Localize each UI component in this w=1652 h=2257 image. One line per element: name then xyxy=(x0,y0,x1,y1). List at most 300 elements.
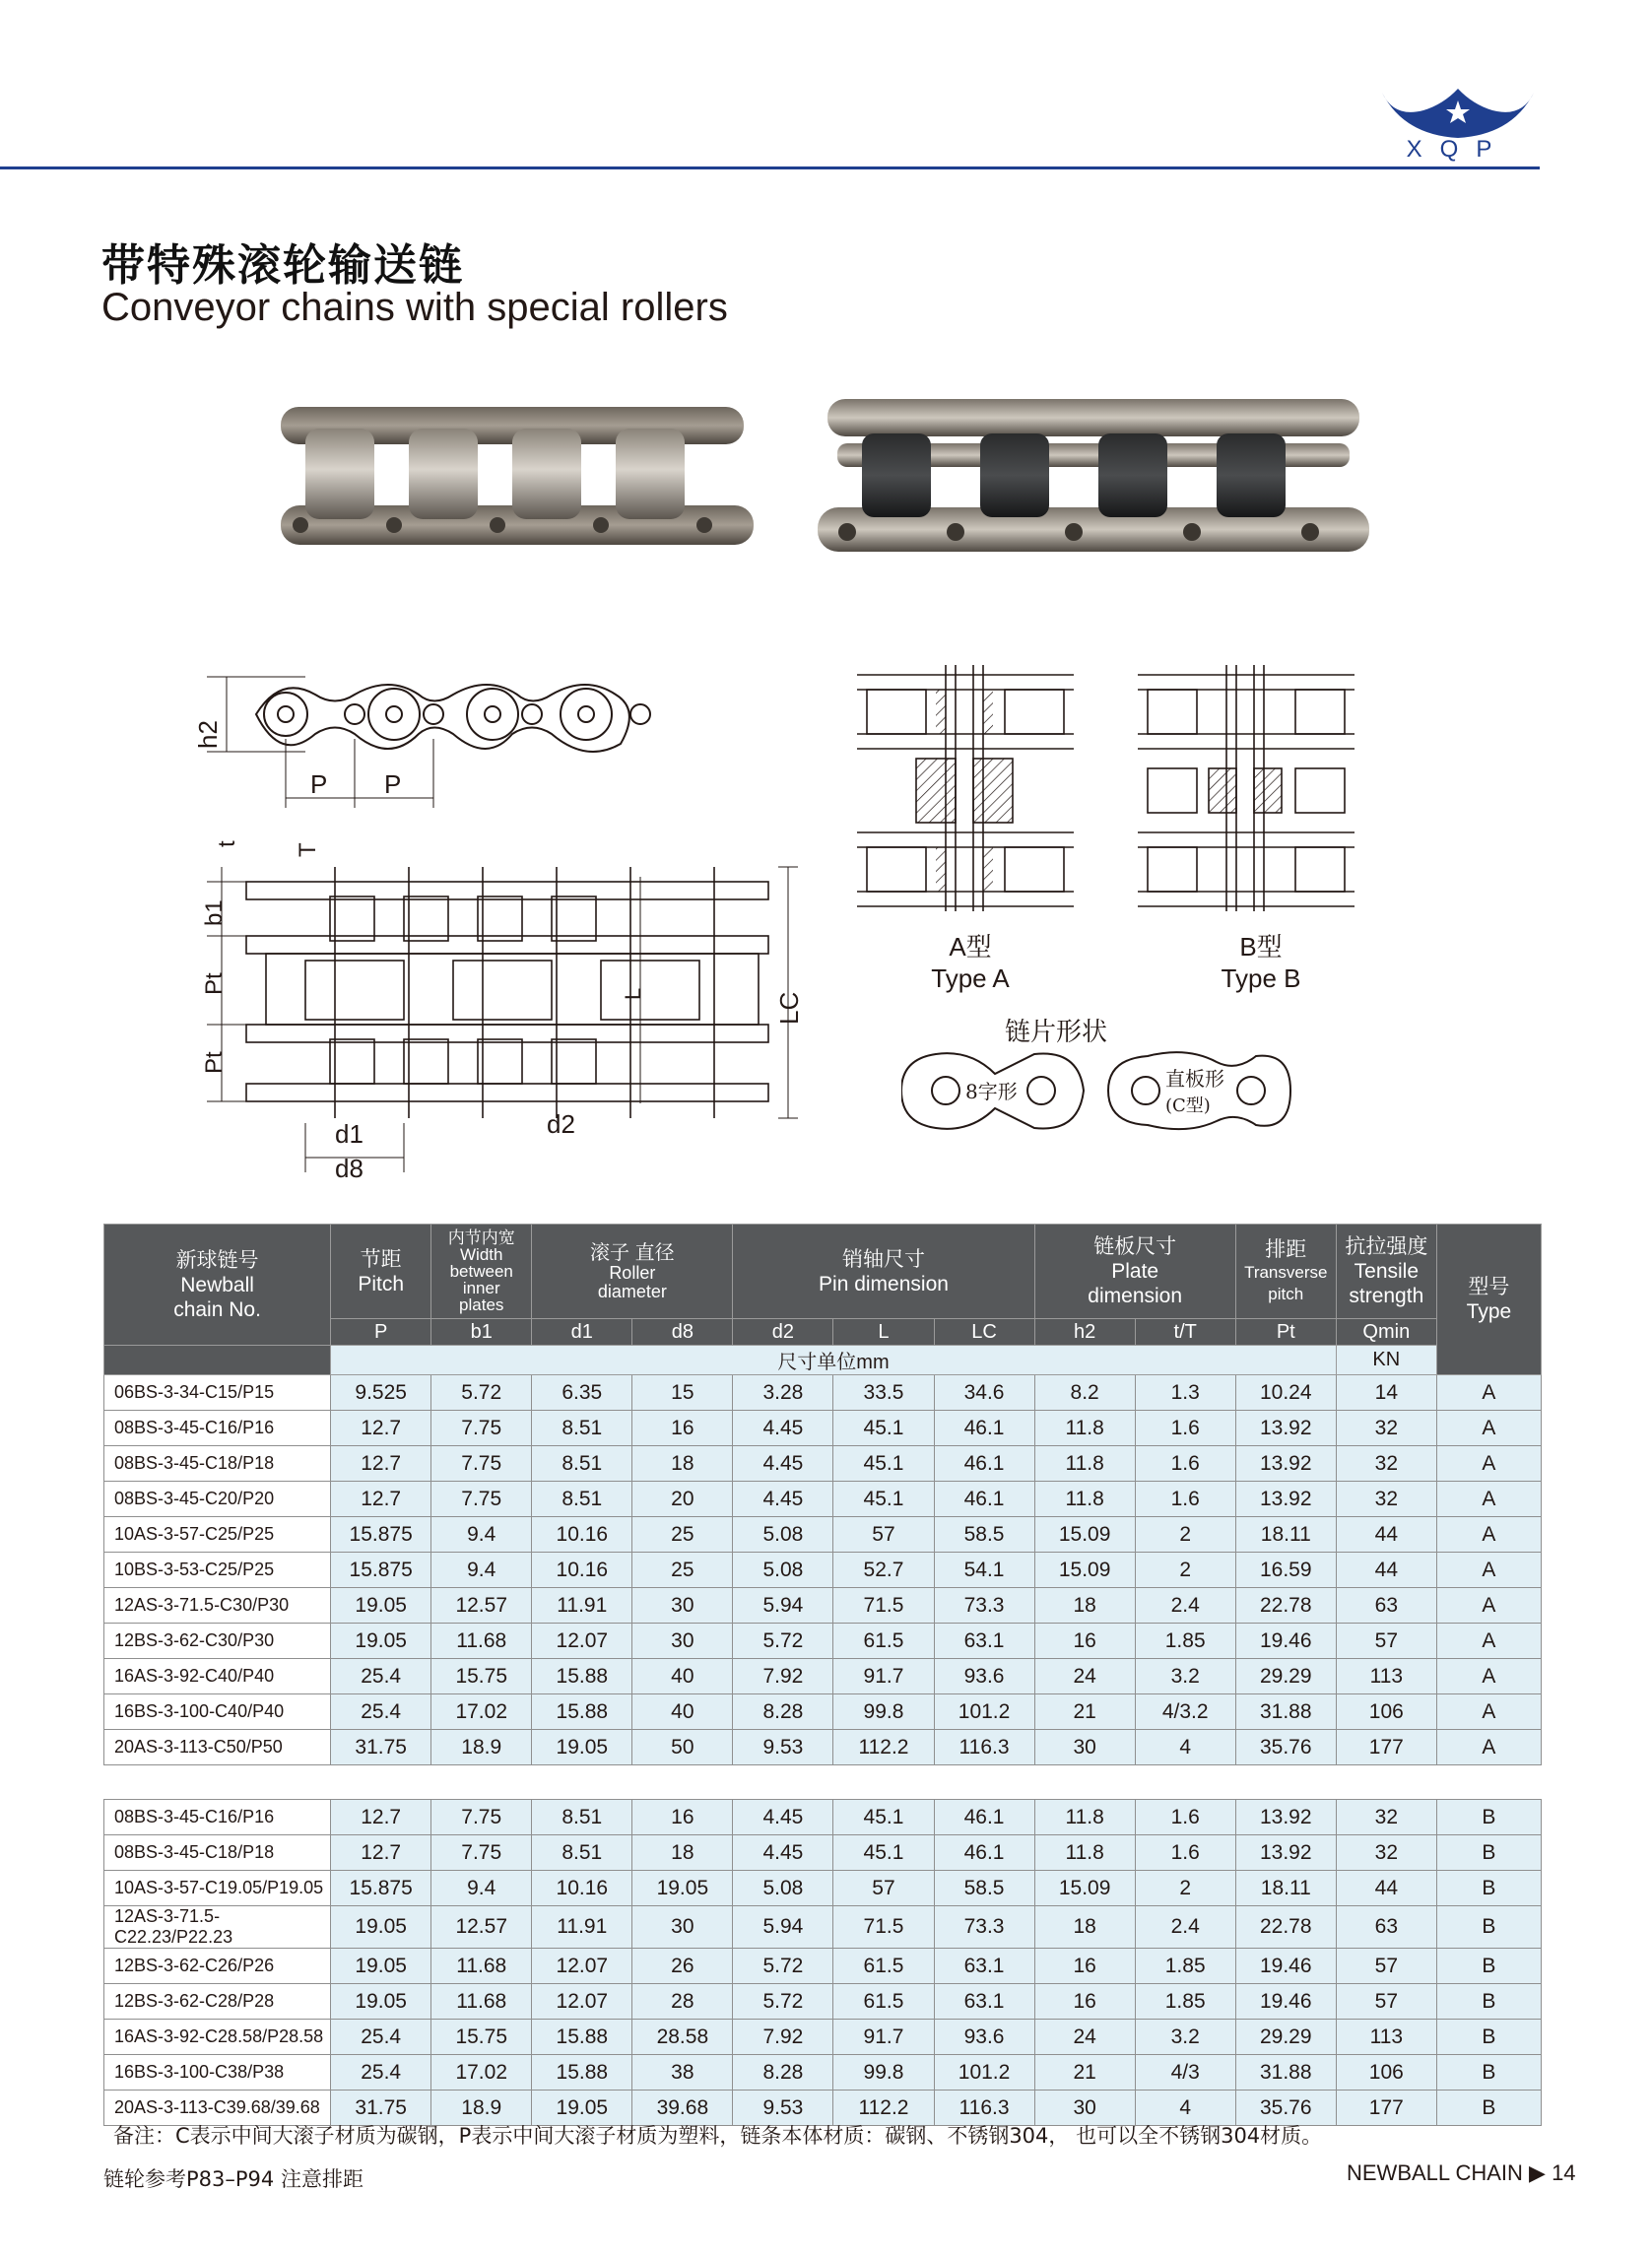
chain-photo-plastic-rollers xyxy=(808,389,1389,571)
table-cell: 45.1 xyxy=(833,1446,934,1482)
table-cell: 18 xyxy=(632,1835,733,1871)
table-cell: 18.11 xyxy=(1235,1517,1336,1553)
table-cell: A xyxy=(1436,1659,1541,1694)
hdr-sub-qmin: Qmin xyxy=(1336,1319,1436,1346)
chain-side-view-drawing xyxy=(187,650,798,828)
table-cell: 9.525 xyxy=(331,1375,431,1411)
table-cell: 54.1 xyxy=(934,1553,1034,1588)
label-L: L xyxy=(621,987,645,1000)
shape-straight-label-1: 直板形 xyxy=(1165,1067,1224,1091)
table-cell: 39.68 xyxy=(632,2091,733,2126)
table-cell: 50 xyxy=(632,1730,733,1765)
table-cell: 31.88 xyxy=(1235,1694,1336,1730)
table-cell: 5.94 xyxy=(733,1588,833,1624)
label-LC: LC xyxy=(774,991,804,1025)
chain-number-cell: 08BS-3-45-C20/P20 xyxy=(104,1482,331,1517)
hdr-type xyxy=(1436,1225,1541,1375)
footer-brand: NEWBALL CHAIN xyxy=(1347,2160,1523,2185)
table-cell: 15.88 xyxy=(532,1694,632,1730)
shape-straight-label-2: (C型) xyxy=(1165,1095,1211,1116)
hdr-plate-en1: Plate xyxy=(1111,1260,1159,1283)
table-cell: A xyxy=(1436,1588,1541,1624)
table-cell: 19.46 xyxy=(1235,1949,1336,1984)
table-row xyxy=(104,1624,1542,1659)
table-cell: 40 xyxy=(632,1659,733,1694)
table-cell: 19.46 xyxy=(1235,1624,1336,1659)
table-cell: 57 xyxy=(1336,1949,1436,1984)
table-cell: A xyxy=(1436,1375,1541,1411)
table-cell: 1.3 xyxy=(1135,1375,1235,1411)
table-cell: 18.11 xyxy=(1235,1871,1336,1906)
hdr-sub-l: L xyxy=(833,1319,934,1346)
table-cell: 4 xyxy=(1135,1730,1235,1765)
table-cell: 25.4 xyxy=(331,2055,431,2091)
label-pt1: Pt xyxy=(201,972,228,995)
table-row xyxy=(104,1517,1542,1553)
table-cell: 22.78 xyxy=(1235,1588,1336,1624)
table-row xyxy=(104,1800,1542,1835)
hdr-width-en1: Width xyxy=(460,1245,503,1264)
table-cell: 15.75 xyxy=(431,2020,532,2055)
table-cell: 16 xyxy=(1034,1949,1135,1984)
table-cell: 4.45 xyxy=(733,1482,833,1517)
hdr-trans-en1: Transverse xyxy=(1244,1263,1328,1282)
table-cell: 44 xyxy=(1336,1871,1436,1906)
table-cell: 25 xyxy=(632,1517,733,1553)
chain-number-cell: 16AS-3-92-C40/P40 xyxy=(104,1659,331,1694)
table-cell: 4 xyxy=(1135,2091,1235,2126)
hdr-pitch xyxy=(331,1225,431,1319)
table-cell: 11.8 xyxy=(1034,1411,1135,1446)
table-cell: 19.05 xyxy=(532,1730,632,1765)
table-cell: 11.8 xyxy=(1034,1835,1135,1871)
hdr-sub-pt: Pt xyxy=(1235,1319,1336,1346)
table-cell: 46.1 xyxy=(934,1800,1034,1835)
table-cell: 38 xyxy=(632,2055,733,2091)
table-cell: 63 xyxy=(1336,1906,1436,1949)
table-cell: 10.16 xyxy=(532,1871,632,1906)
table-row xyxy=(104,1375,1542,1411)
page-title-cn: 带特殊滚轮输送链 xyxy=(101,240,464,291)
table-cell: 9.4 xyxy=(431,1871,532,1906)
hdr-type-en: Type xyxy=(1466,1300,1512,1323)
chain-number-cell: 16BS-3-100-C38/P38 xyxy=(104,2055,331,2091)
table-cell: 15.875 xyxy=(331,1871,431,1906)
table-note: 备注：C表示中间大滚子材质为碳钢，P表示中间大滚子材质为塑料，链条本体材质：碳钢、不锈钢304， 也可以全不锈钢304材质。 xyxy=(113,2124,1323,2148)
chain-number-cell: 16AS-3-92-C28.58/P28.58 xyxy=(104,2020,331,2055)
hdr-width-cn: 内节内宽 xyxy=(447,1228,515,1247)
table-cell: 46.1 xyxy=(934,1835,1034,1871)
table-cell: 15.88 xyxy=(532,2020,632,2055)
table-cell: 22.78 xyxy=(1235,1906,1336,1949)
table-cell: 9.4 xyxy=(431,1553,532,1588)
table-cell: A xyxy=(1436,1694,1541,1730)
table-cell: 7.92 xyxy=(733,2020,833,2055)
type-b-en: Type B xyxy=(1221,963,1301,993)
hdr-sub-lc: LC xyxy=(934,1319,1034,1346)
table-cell: 15 xyxy=(632,1375,733,1411)
chain-number-cell: 08BS-3-45-C18/P18 xyxy=(104,1835,331,1871)
table-row xyxy=(104,2020,1542,2055)
type-a-cn: A型 xyxy=(949,932,992,962)
table-cell: 25.4 xyxy=(331,2020,431,2055)
table-cell: 63.1 xyxy=(934,1624,1034,1659)
table-cell: 20 xyxy=(632,1482,733,1517)
table-cell: 4/3.2 xyxy=(1135,1694,1235,1730)
table-cell: 99.8 xyxy=(833,1694,934,1730)
table-cell: 58.5 xyxy=(934,1871,1034,1906)
table-cell: 18 xyxy=(1034,1906,1135,1949)
table-cell: 29.29 xyxy=(1235,1659,1336,1694)
table-spacer xyxy=(104,1765,1542,1800)
table-cell: A xyxy=(1436,1517,1541,1553)
table-cell: 18 xyxy=(1034,1588,1135,1624)
table-cell: 19.05 xyxy=(632,1871,733,1906)
table-cell: 11.68 xyxy=(431,1984,532,2020)
table-cell: 44 xyxy=(1336,1517,1436,1553)
page-title-en: Conveyor chains with special rollers xyxy=(101,286,728,329)
hdr-tensile-cn: 抗拉强度 xyxy=(1345,1235,1428,1258)
shape-fig8-label: 8字形 xyxy=(965,1080,1018,1103)
hdr-pitch-en: Pitch xyxy=(358,1272,405,1295)
table-cell: B xyxy=(1436,2091,1541,2126)
table-cell: 45.1 xyxy=(833,1482,934,1517)
table-cell: 8.51 xyxy=(532,1800,632,1835)
table-cell: 7.75 xyxy=(431,1482,532,1517)
table-cell: 13.92 xyxy=(1235,1800,1336,1835)
table-cell: 7.75 xyxy=(431,1800,532,1835)
table-cell: 8.28 xyxy=(733,2055,833,2091)
table-cell: 40 xyxy=(632,1694,733,1730)
label-b1: b1 xyxy=(201,899,228,926)
table-cell: 30 xyxy=(1034,1730,1135,1765)
spacer-cell xyxy=(104,1765,1542,1800)
table-cell: 11.68 xyxy=(431,1949,532,1984)
table-cell: 12.7 xyxy=(331,1835,431,1871)
table-cell: 25 xyxy=(632,1553,733,1588)
table-cell: 93.6 xyxy=(934,1659,1034,1694)
table-cell: 12.07 xyxy=(532,1624,632,1659)
table-cell: 57 xyxy=(833,1517,934,1553)
table-cell: B xyxy=(1436,2020,1541,2055)
table-cell: 116.3 xyxy=(934,1730,1034,1765)
table-cell: 1.85 xyxy=(1135,1984,1235,2020)
table-cell: 44 xyxy=(1336,1553,1436,1588)
table-cell: 35.76 xyxy=(1235,2091,1336,2126)
play-arrow-icon: ▶ xyxy=(1529,2160,1546,2185)
table-cell: 19.46 xyxy=(1235,1984,1336,2020)
table-cell: 11.91 xyxy=(532,1588,632,1624)
table-cell: 14 xyxy=(1336,1375,1436,1411)
table-row xyxy=(104,1411,1542,1446)
table-cell: 10.24 xyxy=(1235,1375,1336,1411)
table-cell: 61.5 xyxy=(833,1984,934,2020)
table-cell: 8.51 xyxy=(532,1835,632,1871)
hdr-pin-cn: 销轴尺寸 xyxy=(841,1247,925,1271)
table-cell: 32 xyxy=(1336,1482,1436,1517)
hdr-unit-kn: KN xyxy=(1336,1346,1436,1375)
table-cell: 4.45 xyxy=(733,1446,833,1482)
table-cell: 13.92 xyxy=(1235,1446,1336,1482)
table-cell: 12.07 xyxy=(532,1949,632,1984)
table-cell: 8.2 xyxy=(1034,1375,1135,1411)
table-row xyxy=(104,1482,1542,1517)
table-cell: 45.1 xyxy=(833,1411,934,1446)
table-cell: 21 xyxy=(1034,2055,1135,2091)
hdr-trans-en2: pitch xyxy=(1268,1285,1304,1303)
table-cell: 58.5 xyxy=(934,1517,1034,1553)
table-cell: 5.08 xyxy=(733,1517,833,1553)
table-cell: 57 xyxy=(833,1871,934,1906)
table-row xyxy=(104,1553,1542,1588)
table-cell: 3.2 xyxy=(1135,2020,1235,2055)
chain-number-cell: 12BS-3-62-C30/P30 xyxy=(104,1624,331,1659)
hdr-roller-en2: diameter xyxy=(597,1281,667,1301)
table-cell: 32 xyxy=(1336,1835,1436,1871)
chain-photo-metal-rollers xyxy=(261,389,773,562)
table-cell: 1.6 xyxy=(1135,1411,1235,1446)
link-shape-title: 链片形状 xyxy=(1005,1018,1108,1047)
hdr-plate-en2: dimension xyxy=(1088,1285,1183,1307)
table-cell: B xyxy=(1436,1949,1541,1984)
table-cell: 11.8 xyxy=(1034,1800,1135,1835)
table-cell: 2.4 xyxy=(1135,1588,1235,1624)
chain-number-cell: 10BS-3-53-C25/P25 xyxy=(104,1553,331,1588)
label-T: T xyxy=(295,842,321,857)
table-cell: 8.51 xyxy=(532,1482,632,1517)
chain-number-cell: 20AS-3-113-C50/P50 xyxy=(104,1730,331,1765)
hdr-trans-cn: 排距 xyxy=(1265,1238,1307,1261)
table-cell: A xyxy=(1436,1482,1541,1517)
table-cell: 2 xyxy=(1135,1517,1235,1553)
label-d2: d2 xyxy=(547,1109,575,1139)
chain-number-cell: 08BS-3-45-C18/P18 xyxy=(104,1446,331,1482)
hdr-width-en2: between xyxy=(449,1262,513,1281)
table-cell: 12.7 xyxy=(331,1411,431,1446)
table-cell: A xyxy=(1436,1730,1541,1765)
hdr-unit-blank xyxy=(104,1346,331,1375)
table-cell: B xyxy=(1436,1800,1541,1835)
table-cell: A xyxy=(1436,1411,1541,1446)
table-cell: 2 xyxy=(1135,1871,1235,1906)
type-a-label xyxy=(916,931,1024,994)
table-cell: 93.6 xyxy=(934,2020,1034,2055)
table-cell: 1.6 xyxy=(1135,1800,1235,1835)
table-row xyxy=(104,1835,1542,1871)
hdr-sub-tT: t/T xyxy=(1135,1319,1235,1346)
table-cell: 2 xyxy=(1135,1553,1235,1588)
table-cell: 63.1 xyxy=(934,1984,1034,2020)
table-cell: 30 xyxy=(632,1588,733,1624)
table-cell: 2.4 xyxy=(1135,1906,1235,1949)
table-cell: 4.45 xyxy=(733,1835,833,1871)
table-cell: 8.51 xyxy=(532,1446,632,1482)
table-cell: 32 xyxy=(1336,1446,1436,1482)
table-cell: 10.16 xyxy=(532,1517,632,1553)
label-p2: P xyxy=(384,769,402,799)
chain-number-cell: 12BS-3-62-C28/P28 xyxy=(104,1984,331,2020)
table-cell: B xyxy=(1436,1984,1541,2020)
table-cell: 31.88 xyxy=(1235,2055,1336,2091)
hdr-roller xyxy=(532,1225,733,1319)
table-cell: 18.9 xyxy=(431,2091,532,2126)
table-row xyxy=(104,2055,1542,2091)
table-cell: 11.8 xyxy=(1034,1446,1135,1482)
hdr-sub-d8: d8 xyxy=(632,1319,733,1346)
table-cell: 12.7 xyxy=(331,1446,431,1482)
table-row xyxy=(104,1659,1542,1694)
hdr-chain-en1: Newball xyxy=(180,1273,254,1296)
table-cell: 71.5 xyxy=(833,1906,934,1949)
chain-number-cell: 10AS-3-57-C25/P25 xyxy=(104,1517,331,1553)
table-cell: A xyxy=(1436,1624,1541,1659)
table-cell: 16 xyxy=(632,1800,733,1835)
table-row xyxy=(104,1871,1542,1906)
hdr-chain-en2: chain No. xyxy=(173,1297,261,1321)
table-cell: 63 xyxy=(1336,1588,1436,1624)
table-cell: 7.75 xyxy=(431,1835,532,1871)
table-cell: 19.05 xyxy=(331,1949,431,1984)
chain-number-cell: 16BS-3-100-C40/P40 xyxy=(104,1694,331,1730)
table-cell: 5.72 xyxy=(733,1624,833,1659)
table-cell: 15.09 xyxy=(1034,1517,1135,1553)
table-cell: 19.05 xyxy=(331,1588,431,1624)
table-cell: 15.875 xyxy=(331,1517,431,1553)
chain-number-cell: 20AS-3-113-C39.68/39.68 xyxy=(104,2091,331,2126)
table-cell: 10.16 xyxy=(532,1553,632,1588)
table-cell: 25.4 xyxy=(331,1659,431,1694)
chain-number-cell: 12AS-3-71.5-C22.23/P22.23 xyxy=(104,1906,331,1949)
table-cell: 16 xyxy=(1034,1624,1135,1659)
table-cell: A xyxy=(1436,1446,1541,1482)
table-cell: 4.45 xyxy=(733,1411,833,1446)
table-cell: 1.6 xyxy=(1135,1482,1235,1517)
table-cell: 99.8 xyxy=(833,2055,934,2091)
table-cell: 15.88 xyxy=(532,2055,632,2091)
table-cell: 19.05 xyxy=(331,1906,431,1949)
label-d1: d1 xyxy=(335,1119,363,1149)
table-row xyxy=(104,1730,1542,1765)
table-cell: 9.53 xyxy=(733,1730,833,1765)
table-cell: 11.68 xyxy=(431,1624,532,1659)
chain-number-cell: 08BS-3-45-C16/P16 xyxy=(104,1800,331,1835)
table-cell: 15.88 xyxy=(532,1659,632,1694)
table-cell: 33.5 xyxy=(833,1375,934,1411)
table-cell: 8.28 xyxy=(733,1694,833,1730)
label-t: t xyxy=(214,840,240,847)
table-cell: B xyxy=(1436,1906,1541,1949)
table-cell: 21 xyxy=(1034,1694,1135,1730)
hdr-chain xyxy=(104,1225,331,1346)
hdr-type-cn: 型号 xyxy=(1468,1276,1510,1298)
table-cell: B xyxy=(1436,1835,1541,1871)
hdr-pitch-cn: 节距 xyxy=(360,1247,402,1271)
table-row xyxy=(104,1984,1542,2020)
table-cell: 1.85 xyxy=(1135,1624,1235,1659)
table-cell: 3.2 xyxy=(1135,1659,1235,1694)
table-cell: 7.75 xyxy=(431,1411,532,1446)
table-cell: 35.76 xyxy=(1235,1730,1336,1765)
table-cell: 45.1 xyxy=(833,1800,934,1835)
table-cell: 28 xyxy=(632,1984,733,2020)
table-cell: 5.72 xyxy=(733,1949,833,1984)
table-cell: 57 xyxy=(1336,1624,1436,1659)
footer-sprocket-ref: 链轮参考P83–P94 注意排距 xyxy=(103,2167,363,2191)
table-cell: 30 xyxy=(632,1906,733,1949)
label-d8: d8 xyxy=(335,1154,363,1182)
hdr-tensile-en2: strength xyxy=(1349,1285,1424,1307)
table-cell: A xyxy=(1436,1553,1541,1588)
chain-number-cell: 06BS-3-34-C15/P15 xyxy=(104,1375,331,1411)
type-b-drawing xyxy=(1138,660,1364,916)
table-cell: 5.72 xyxy=(431,1375,532,1411)
table-cell: 13.92 xyxy=(1235,1835,1336,1871)
table-cell: 24 xyxy=(1034,1659,1135,1694)
hdr-sub-h2: h2 xyxy=(1034,1319,1135,1346)
table-cell: 17.02 xyxy=(431,1694,532,1730)
table-cell: 45.1 xyxy=(833,1835,934,1871)
table-cell: 7.92 xyxy=(733,1659,833,1694)
table-cell: 4/3 xyxy=(1135,2055,1235,2091)
label-h2: h2 xyxy=(193,720,223,749)
table-cell: 25.4 xyxy=(331,1694,431,1730)
table-cell: 9.4 xyxy=(431,1517,532,1553)
table-cell: 177 xyxy=(1336,1730,1436,1765)
hdr-sub-p: P xyxy=(331,1319,431,1346)
table-cell: 101.2 xyxy=(934,2055,1034,2091)
table-cell: 15.75 xyxy=(431,1659,532,1694)
table-cell: 28.58 xyxy=(632,2020,733,2055)
table-cell: 29.29 xyxy=(1235,2020,1336,2055)
table-cell: 5.08 xyxy=(733,1871,833,1906)
table-cell: 106 xyxy=(1336,1694,1436,1730)
label-pt2: Pt xyxy=(201,1051,228,1074)
table-cell: 106 xyxy=(1336,2055,1436,2091)
table-cell: 19.05 xyxy=(331,1624,431,1659)
table-cell: 177 xyxy=(1336,2091,1436,2126)
table-cell: 16 xyxy=(1034,1984,1135,2020)
table-cell: 32 xyxy=(1336,1800,1436,1835)
hdr-width xyxy=(431,1225,532,1319)
table-row xyxy=(104,1694,1542,1730)
table-cell: 15.09 xyxy=(1034,1871,1135,1906)
table-cell: 13.92 xyxy=(1235,1411,1336,1446)
hdr-trans xyxy=(1235,1225,1336,1319)
table-cell: 91.7 xyxy=(833,2020,934,2055)
table-cell: 61.5 xyxy=(833,1949,934,1984)
hdr-width-en3: inner xyxy=(462,1279,500,1297)
table-cell: 1.85 xyxy=(1135,1949,1235,1984)
hdr-sub-b1: b1 xyxy=(431,1319,532,1346)
table-cell: 52.7 xyxy=(833,1553,934,1588)
table-cell: 31.75 xyxy=(331,2091,431,2126)
table-cell: 116.3 xyxy=(934,2091,1034,2126)
table-cell: 30 xyxy=(1034,2091,1135,2126)
table-cell: 113 xyxy=(1336,1659,1436,1694)
logo-text: XQP xyxy=(1406,136,1510,163)
type-b-cn: B型 xyxy=(1239,932,1283,962)
table-cell: 113 xyxy=(1336,2020,1436,2055)
table-cell: 24 xyxy=(1034,2020,1135,2055)
hdr-roller-en1: Roller xyxy=(609,1262,656,1283)
table-cell: 16.59 xyxy=(1235,1553,1336,1588)
hdr-width-en4: plates xyxy=(459,1295,504,1314)
hdr-sub-d1: d1 xyxy=(532,1319,632,1346)
hdr-plate-cn: 链板尺寸 xyxy=(1093,1235,1177,1258)
table-cell: 63.1 xyxy=(934,1949,1034,1984)
table-cell: 13.92 xyxy=(1235,1482,1336,1517)
chain-number-cell: 12AS-3-71.5-C30/P30 xyxy=(104,1588,331,1624)
